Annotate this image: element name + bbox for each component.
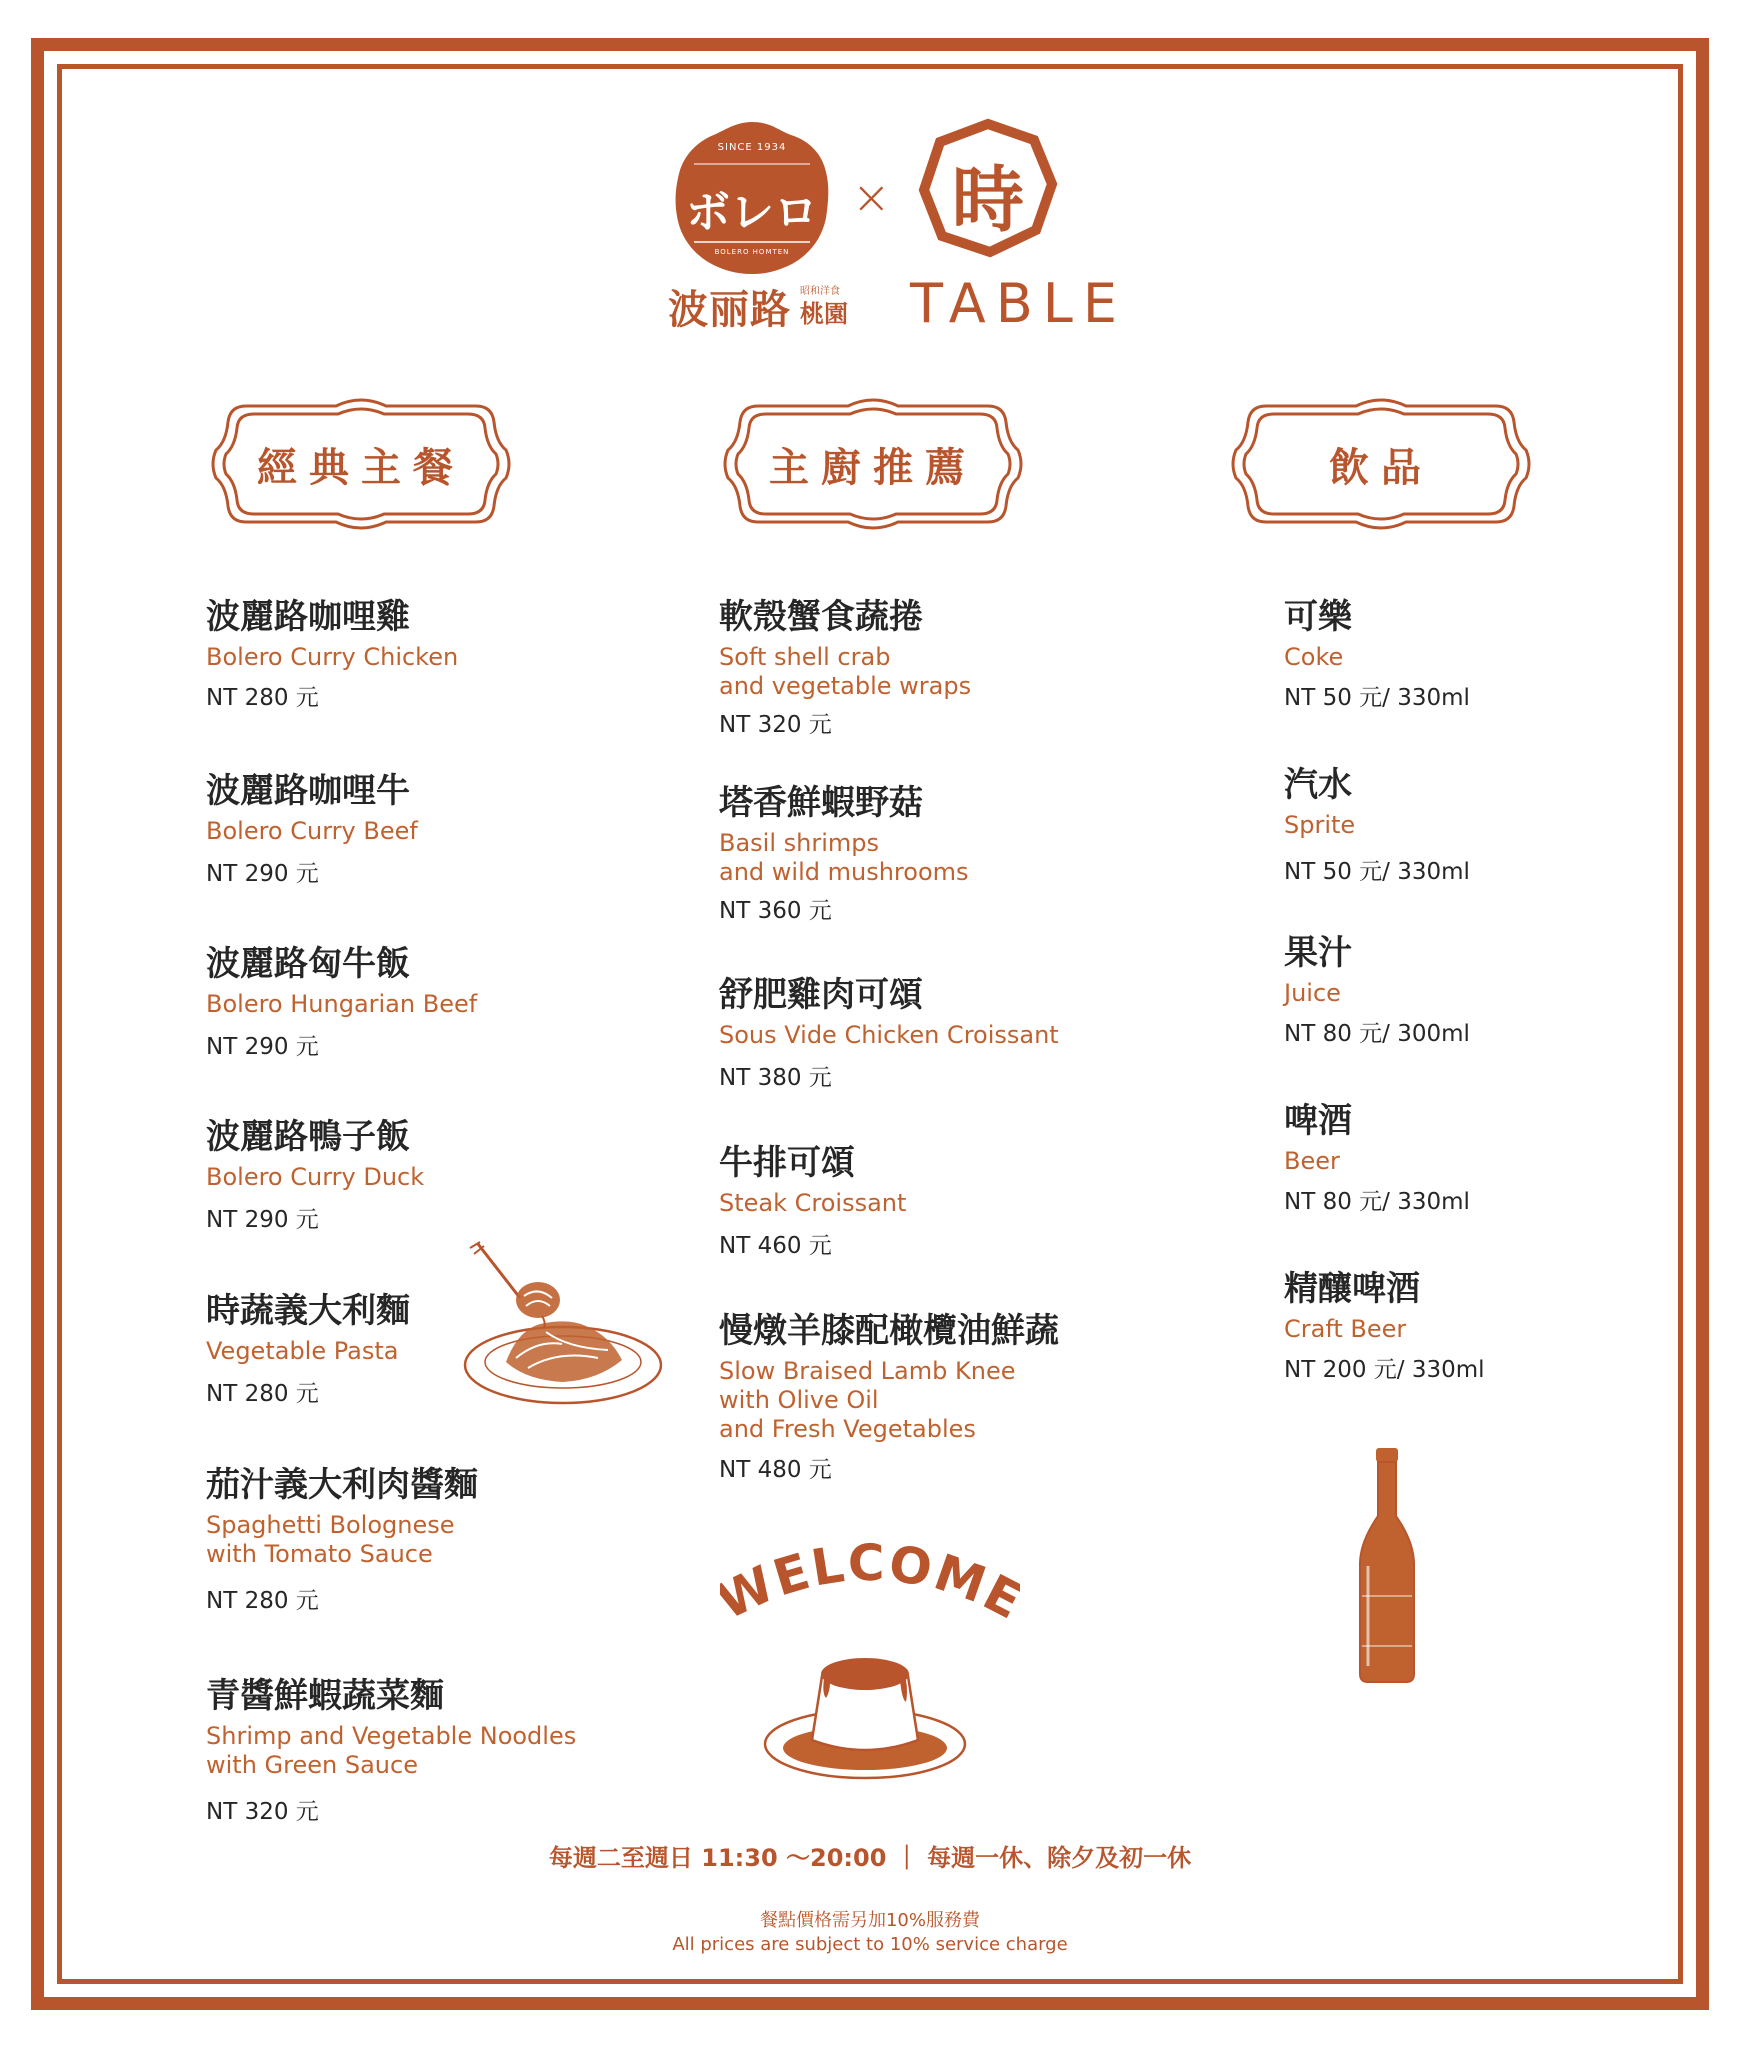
item-name-zh: 時蔬義大利麵 bbox=[206, 1291, 410, 1331]
collab-separator: × bbox=[852, 170, 891, 224]
menu-item bbox=[206, 944, 477, 1061]
menu-item bbox=[206, 1676, 576, 1826]
item-name-zh: 可樂 bbox=[1284, 597, 1352, 637]
item-name-en: Bolero Hungarian Beef bbox=[206, 990, 478, 1018]
item-price: NT 290 元 bbox=[206, 861, 319, 887]
item-price: NT 80 元/ 300ml bbox=[1284, 1021, 1470, 1047]
item-name-en: Craft Beer bbox=[1284, 1315, 1407, 1343]
item-name-en: Bolero Curry Beef bbox=[206, 817, 418, 845]
item-name-zh: 塔香鮮蝦野菇 bbox=[719, 783, 923, 823]
item-name-zh: 舒肥雞肉可頌 bbox=[719, 975, 923, 1015]
item-price: NT 50 元/ 330ml bbox=[1284, 859, 1470, 885]
menu-item bbox=[1284, 1101, 1470, 1216]
bolero-mark: ボレロ bbox=[686, 187, 818, 238]
classic-title: 經典主餐 bbox=[257, 444, 465, 491]
service-charge-cn: 餐點價格需另加10%服務費 bbox=[759, 1910, 980, 1931]
drinks-title: 飲品 bbox=[1329, 444, 1433, 491]
item-name-zh: 茄汁義大利肉醬麵 bbox=[206, 1465, 478, 1505]
bolero-name: 波丽路 bbox=[668, 287, 791, 333]
item-name-zh: 牛排可頌 bbox=[719, 1143, 855, 1183]
item-name-en: Shrimp and Vegetable Noodles bbox=[206, 1722, 577, 1750]
item-price: NT 200 元/ 330ml bbox=[1284, 1357, 1485, 1383]
service-charge-en: All prices are subject to 10% service charge bbox=[672, 1934, 1068, 1955]
section-title-drinks bbox=[1226, 394, 1536, 534]
item-name-zh: 波麗路咖哩雞 bbox=[206, 597, 410, 637]
item-name-en: and wild mushrooms bbox=[719, 858, 969, 886]
item-price: NT 360 元 bbox=[719, 898, 832, 924]
item-name-en: with Tomato Sauce bbox=[206, 1540, 433, 1568]
menu-item bbox=[719, 597, 971, 739]
item-name-en: Coke bbox=[1284, 643, 1344, 671]
item-price: NT 280 元 bbox=[206, 685, 319, 711]
item-price: NT 280 元 bbox=[206, 1381, 319, 1407]
item-price: NT 320 元 bbox=[719, 712, 832, 738]
item-price: NT 290 元 bbox=[206, 1207, 319, 1233]
bolero-sub-small: 昭和洋食 bbox=[800, 286, 840, 297]
item-name-zh: 波麗路咖哩牛 bbox=[206, 771, 410, 811]
menu-item bbox=[719, 975, 1059, 1092]
item-name-en: Juice bbox=[1284, 979, 1341, 1007]
bolero-since: SINCE 1934 bbox=[717, 142, 787, 153]
item-name-zh: 慢燉羊膝配橄欖油鮮蔬 bbox=[719, 1311, 1059, 1351]
item-name-zh: 啤酒 bbox=[1284, 1101, 1352, 1141]
item-price: NT 320 元 bbox=[206, 1799, 319, 1825]
table-name: TABLE bbox=[910, 272, 1127, 335]
item-name-zh: 果汁 bbox=[1284, 933, 1352, 973]
item-name-en: Soft shell crab bbox=[719, 643, 891, 671]
menu-item bbox=[1284, 765, 1470, 886]
item-name-zh: 汽水 bbox=[1284, 765, 1352, 805]
menu-item bbox=[719, 1143, 906, 1260]
item-name-en: Steak Croissant bbox=[719, 1189, 907, 1217]
bolero-small: BOLERO HOMTEN bbox=[714, 248, 790, 256]
item-name-en: and vegetable wraps bbox=[719, 672, 972, 700]
item-name-zh: 青醬鮮蝦蔬菜麵 bbox=[206, 1676, 444, 1716]
item-price: NT 80 元/ 330ml bbox=[1284, 1189, 1470, 1215]
item-name-en: with Green Sauce bbox=[206, 1751, 418, 1779]
pasta-plate-icon bbox=[458, 1240, 668, 1420]
item-name-en: Basil shrimps bbox=[719, 829, 880, 857]
chef-title: 主廚推薦 bbox=[769, 444, 977, 491]
item-name-en: Bolero Curry Chicken bbox=[206, 643, 459, 671]
item-name-zh: 軟殼蟹食蔬捲 bbox=[719, 597, 923, 637]
menu-item bbox=[719, 783, 969, 925]
item-name-en: Sous Vide Chicken Croissant bbox=[719, 1021, 1059, 1049]
item-name-en: Slow Braised Lamb Knee bbox=[719, 1357, 1016, 1385]
item-name-en: and Fresh Vegetables bbox=[719, 1415, 976, 1443]
menu-item bbox=[1284, 597, 1470, 712]
table-logo bbox=[918, 118, 1058, 258]
opening-hours: 每週二至週日 11:30 ～20:00 ｜ 每週一休、除夕及初一休 bbox=[548, 1844, 1192, 1872]
section-title-classic bbox=[206, 394, 516, 534]
item-price: NT 50 元/ 330ml bbox=[1284, 685, 1470, 711]
menu-item bbox=[206, 1465, 478, 1615]
menu-item bbox=[1284, 933, 1470, 1048]
bolero-logo bbox=[672, 118, 832, 278]
item-name-en: Beer bbox=[1284, 1147, 1340, 1175]
item-price: NT 480 元 bbox=[719, 1457, 832, 1483]
bolero-sub: 桃園 bbox=[800, 300, 848, 328]
item-name-en: with Olive Oil bbox=[719, 1386, 879, 1414]
item-price: NT 380 元 bbox=[719, 1065, 832, 1091]
menu-item bbox=[206, 597, 458, 712]
menu-item bbox=[206, 1291, 410, 1408]
beer-bottle-icon bbox=[1352, 1446, 1422, 1686]
welcome-pudding bbox=[720, 1540, 1020, 1780]
welcome-text bbox=[720, 1540, 1020, 1630]
item-price: NT 460 元 bbox=[719, 1233, 832, 1259]
item-name-zh: 波麗路鴨子飯 bbox=[206, 1117, 410, 1157]
item-price: NT 290 元 bbox=[206, 1034, 319, 1060]
item-name-en: Bolero Curry Duck bbox=[206, 1163, 425, 1191]
menu-item bbox=[206, 771, 418, 888]
pudding-icon bbox=[760, 1640, 970, 1780]
section-title-chef bbox=[718, 394, 1028, 534]
table-mark: 時 bbox=[951, 158, 1024, 242]
menu-item bbox=[1284, 1269, 1485, 1384]
item-price: NT 280 元 bbox=[206, 1588, 319, 1614]
svg-text:WELCOME: ELCOM bbox=[766, 1540, 996, 1615]
item-name-en: Spaghetti Bolognese bbox=[206, 1511, 455, 1539]
menu-item bbox=[206, 1117, 424, 1234]
item-name-zh: 波麗路匈牛飯 bbox=[206, 944, 410, 984]
item-name-en: Vegetable Pasta bbox=[206, 1337, 399, 1365]
menu-item bbox=[719, 1311, 1059, 1484]
item-name-en: Sprite bbox=[1284, 811, 1356, 839]
item-name-zh: 精釀啤酒 bbox=[1284, 1269, 1420, 1309]
